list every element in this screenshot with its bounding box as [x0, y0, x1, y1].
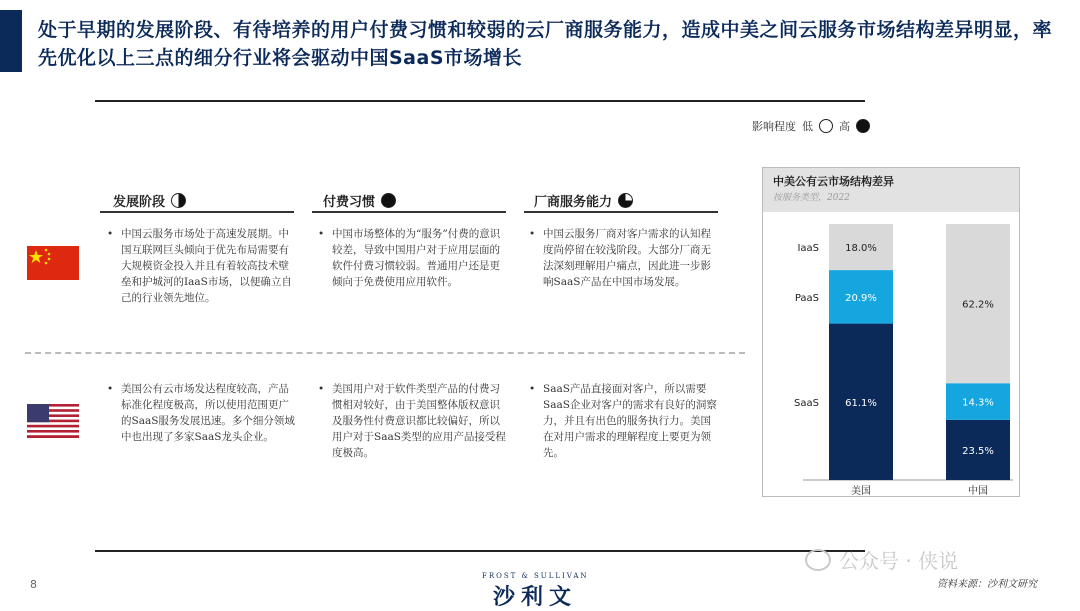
data-label: 23.5% — [962, 445, 994, 457]
cell-text: 中国市场整体的为“服务”付费的意识较差，导致中国用户对于应用层面的软件付费习惯较弱。普通用户还是更倾向于免费使用应用软件。 — [332, 228, 501, 288]
cell-china-payment: • 中国市场整体的为“服务”付费的意识较差，导致中国用户对于应用层面的软件付费习惯较弱。普通用户还是更倾向于免费使用应用软件。 — [318, 226, 506, 290]
us-flag-icon — [27, 404, 79, 438]
data-label: 14.3% — [962, 397, 994, 409]
column-header-payment — [323, 191, 396, 210]
frame-bottom-line — [95, 550, 865, 552]
column-label: 厂商服务能力 — [534, 195, 613, 210]
chart-subtitle: 按服务类型，2022 — [773, 193, 850, 203]
three-quarter-circle-icon — [618, 193, 633, 208]
series-label: IaaS — [797, 243, 819, 255]
chart-panel — [762, 167, 1020, 497]
data-label: 62.2% — [962, 299, 994, 311]
title-accent-bar — [0, 10, 22, 72]
column-underline — [312, 211, 506, 213]
cell-us-development: • 美国公有云市场发达程度较高，产品标准化程度极高，所以使用范围更广的SaaS服务发展迅速。多个细分领域中也出现了多家SaaS龙头企业。 — [107, 383, 295, 443]
cell-text: SaaS产品直接面对客户，所以需要SaaS企业对客户的需求有良好的洞察力，并且有出色的服务执行力。美国在对用户需求的理解程度上要更为领先。 — [543, 383, 717, 459]
chart-title: 中美公有云市场结构差异 — [773, 175, 894, 188]
stacked-bar-chart — [763, 212, 1019, 496]
series-label: PaaS — [794, 292, 819, 304]
data-label: 18.0% — [845, 243, 877, 255]
column-label: 付费习惯 — [323, 195, 376, 210]
watermark-text: 公众号 · 侠说 — [839, 549, 959, 573]
wechat-icon — [805, 549, 831, 571]
column-header-development — [113, 191, 186, 210]
cell-china-service: • 中国云服务厂商对客户需求的认知程度尚停留在较浅阶段。大部分厂商无法深刻理解用户痛点，因此进一步影响SaaS产品在中国市场发展。 — [529, 226, 717, 290]
page-title: 处于早期的发展阶段、有待培养的用户付费习惯和较弱的云厂商服务能力，造成中美之间云服务市场结构差异明显，率先优化以上三点的细分行业将会驱动中国SaaS市场增长 — [38, 19, 1053, 69]
source-note: 资料来源：沙利文研究 — [937, 579, 1037, 590]
filled-circle-icon — [856, 119, 870, 133]
chart-header — [763, 168, 1019, 212]
cell-text: 美国用户对于软件类型产品的付费习惯相对较好，由于美国整体版权意识及服务性付费意识都比较偏好，所以用户对于SaaS类型的应用产品接受程度极高。 — [332, 383, 506, 459]
series-label: SaaS — [794, 397, 819, 409]
frame-top-line — [95, 100, 865, 102]
row-divider — [25, 352, 745, 354]
page-number: 8 — [30, 578, 37, 591]
empty-circle-icon — [819, 119, 833, 133]
cell-text: 美国公有云市场发达程度较高，产品标准化程度极高，所以使用范围更广的SaaS服务发展迅速。多个细分领域中也出现了多家SaaS龙头企业。 — [121, 383, 295, 443]
data-label: 20.9% — [845, 292, 877, 304]
column-label: 发展阶段 — [113, 195, 166, 210]
cell-china-development: • 中国云服务市场处于高速发展期。中国互联网巨头倾向于优先布局需要有大规模资金投入并且有着较高技术壁垒和护城河的IaaS市场，以便确立自己的行业领先地位。 — [107, 226, 295, 306]
impact-legend — [752, 118, 870, 134]
half-filled-circle-icon — [171, 193, 186, 208]
company-logo: 沙利文 — [493, 584, 578, 610]
category-label: 中国 — [968, 486, 988, 496]
watermark — [805, 545, 958, 574]
china-flag-icon — [27, 246, 79, 280]
legend-label: 影响程度 — [752, 120, 796, 133]
column-header-service — [534, 191, 633, 210]
data-label: 61.1% — [845, 397, 877, 409]
cell-text: 中国云服务市场处于高速发展期。中国互联网巨头倾向于优先布局需要有大规模资金投入并且有着较高技术壁垒和护城河的IaaS市场，以便确立自己的行业领先地位。 — [121, 228, 292, 304]
legend-high-label: 高 — [839, 120, 850, 133]
cell-us-payment: • 美国用户对于软件类型产品的付费习惯相对较好，由于美国整体版权意识及服务性付费意识都比较偏好，所以用户对于SaaS类型的应用产品接受程度极高。 — [318, 383, 506, 459]
column-underline — [100, 211, 294, 213]
filled-circle-icon — [381, 193, 396, 208]
cell-us-service: • SaaS产品直接面对客户，所以需要SaaS企业对客户的需求有良好的洞察力，并且有出色的服务执行力。美国在对用户需求的理解程度上要更为领先。 — [529, 383, 717, 459]
category-label: 美国 — [851, 486, 871, 496]
cell-text: 中国云服务厂商对客户需求的认知程度尚停留在较浅阶段。大部分厂商无法深刻理解用户痛点，因此进一步影响SaaS产品在中国市场发展。 — [543, 228, 711, 288]
legend-low-label: 低 — [802, 120, 813, 133]
column-underline — [524, 211, 718, 213]
logo-subtitle: FROST & SULLIVAN — [482, 572, 589, 580]
